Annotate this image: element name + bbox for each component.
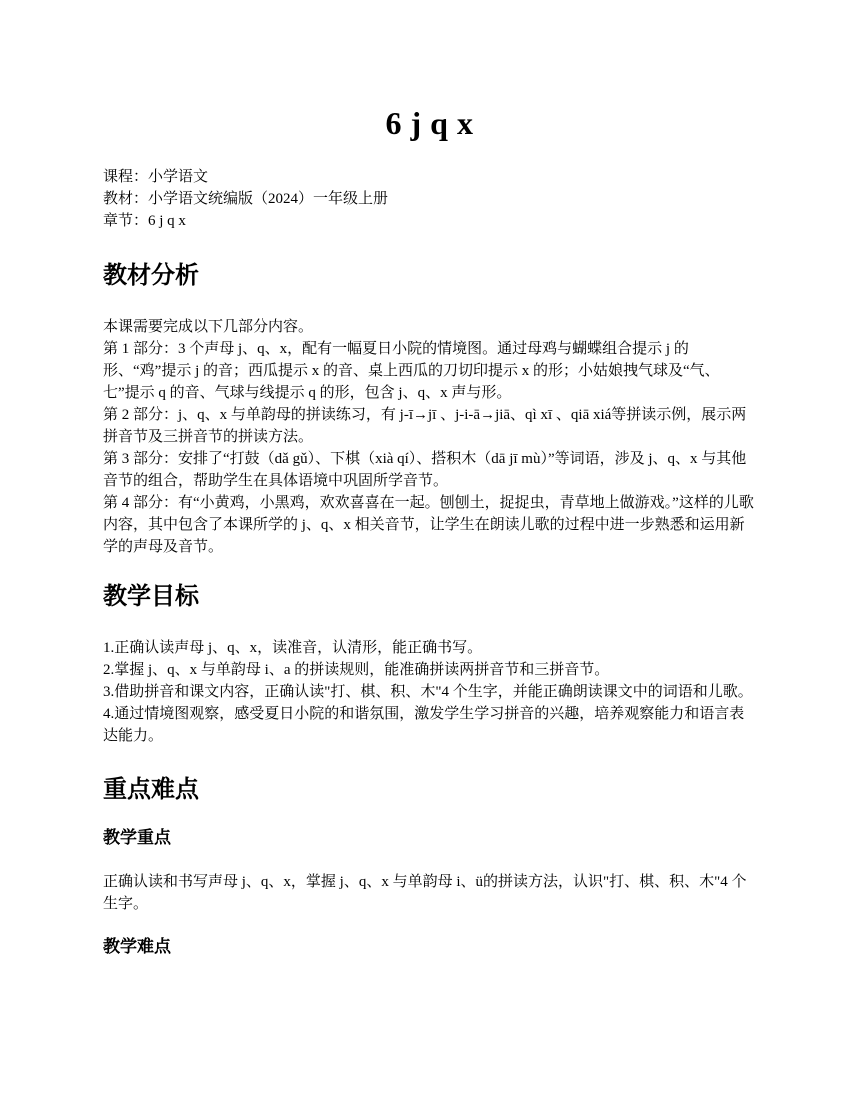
goal-item: 3.借助拼音和课文内容，正确认读"打、棋、积、木"4 个生字，并能正确朗读课文中的词语和儿歌。 (103, 684, 753, 700)
goal-item: 2.掌握 j、q、x 与单韵母 i、a 的拼读规则，能准确拼读两拼音节和三拼音节。 (103, 662, 610, 678)
section-heading-analysis: 教材分析 (103, 263, 199, 289)
subsection-body-focus (103, 871, 756, 915)
meta-textbook: 教材：小学语文统编版（2024）一年级上册 (103, 191, 389, 207)
goal-item: 1.正确认读声母 j、q、x，读准音，认清形，能正确书写。 (103, 640, 483, 656)
analysis-paragraph: 第 1 部分：3 个声母 j、q、x，配有一幅夏日小院的情境图。通过母鸡与蝴蝶组合提示 j 的形、“鸡”提示 j 的音；西瓜提示 x 的音、桌上西瓜的刀切印提示 x 的形；小姑娘拽气球及“气、七”提示 q 的音、气球与线提示 q 的形，包含 j、q、x 声与形。 (103, 341, 720, 401)
section-heading-keypoints: 重点难点 (103, 777, 199, 803)
analysis-paragraph: 第 2 部分：j、q、x 与单韵母的拼读练习，有 j-ī→jī 、j-i-ā→jiā、qì xī 、qiā xiá等拼读示例，展示两拼音节及三拼音节的拼读方法。 (103, 407, 747, 445)
subheading-focus: 教学重点 (103, 828, 171, 847)
subheading-difficulty: 教学难点 (103, 937, 171, 956)
analysis-paragraph: 本课需要完成以下几部分内容。 (103, 319, 314, 335)
section-body-analysis (103, 316, 756, 558)
document-title: 6 j q x (385, 105, 474, 141)
meta-chapter: 章节：6 j q x (103, 213, 186, 229)
analysis-paragraph: 第 4 部分：有“小黄鸡，小黑鸡，欢欢喜喜在一起。刨刨土，捉捉虫，青草地上做游戏。”这样的儿歌内容，其中包含了本课所学的 j、q、x 相关音节，让学生在朗读儿歌的过程中进一步熟悉和运用新学的声母及音节。 (103, 495, 754, 555)
section-body-goals (103, 637, 756, 747)
analysis-paragraph: 第 3 部分：安排了“打鼓（dǎ gǔ）、下棋（xià qí）、搭积木（dā jī mù）”等词语，涉及 j、q、x 与其他音节的组合，帮助学生在具体语境中巩固所学音节。 (103, 451, 747, 489)
meta-course: 课程：小学语文 (103, 169, 209, 185)
section-heading-goals: 教学目标 (103, 584, 199, 610)
document-meta (103, 166, 756, 232)
focus-paragraph: 正确认读和书写声母 j、q、x，掌握 j、q、x 与单韵母 i、ü的拼读方法，认识"打、棋、积、木"4 个生字。 (103, 874, 747, 912)
goal-item: 4.通过情境图观察，感受夏日小院的和谐氛围，激发学生学习拼音的兴趣，培养观察能力和语言表达能力。 (103, 706, 745, 744)
